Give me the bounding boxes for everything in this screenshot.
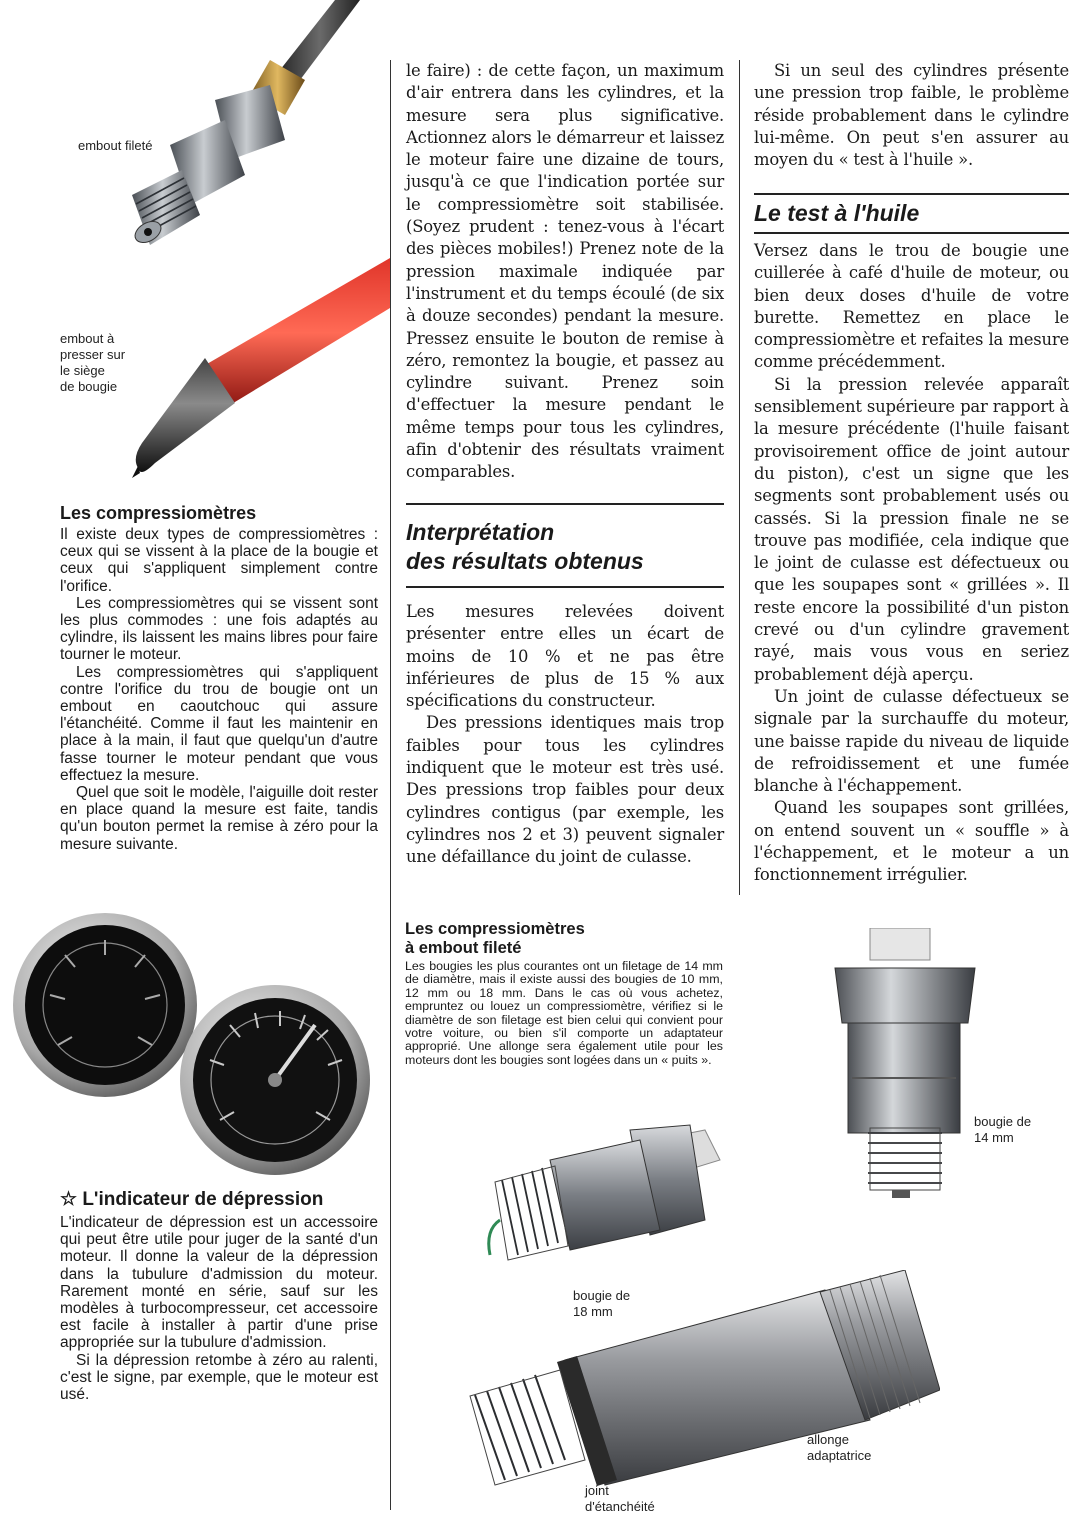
col3-intro: Si un seul des cylindres présente une pression trop faible, le problème réside probablement dans le cylindre lui-même. On peut s'en assurer au moyen du « test à l'huile ». — [754, 61, 1069, 170]
compressiometres-section — [60, 503, 378, 853]
label-allonge: allonge adaptatrice — [807, 1432, 872, 1463]
interp-para-2: Des pressions identiques mais trop faibles pour tous les cylindres indiquent que le moteur est très usé. Des pressions trop faibles pour deux cylindres contigus (par exemple, les cylindres nos 2 et 3) peuvent signaler une défaillance du joint de culasse. — [406, 713, 724, 867]
right-column — [754, 60, 1069, 171]
column-divider-right — [739, 60, 740, 895]
embout-filete-section — [405, 920, 723, 1067]
test-para-2: Si la pression relevée apparaît sensiblement supérieure par rapport à la mesure précédente (l'huile faisant provisoirement office de joint autour du piston), c'est un signe que les segments sont probablement usés ou cassés. Si la pression finale ne se trouve pas modifiée, cela indique que le joint de culasse est défectueux ou que les soupapes sont « grillées ». Il reste encore la possibilité d'un piston crevé ou d'un cylindre gravement rayé, mais vous vous en seriez probablement déjà aperçu. — [754, 374, 1069, 684]
label-bougie-14: bougie de 14 mm — [974, 1114, 1032, 1145]
label-joint: joint d'étanchéité — [585, 1483, 655, 1514]
press-fitting-illustration — [130, 258, 390, 483]
test-rule-bottom — [754, 232, 1069, 234]
middle-column — [406, 60, 724, 484]
label-embout-presser: embout à presser sur le siège de bougie — [60, 331, 126, 394]
compressiometres-title: Les compressiomètres — [60, 503, 257, 523]
embout-filete-text: Les bougies les plus courantes ont un filetage de 14 mm de diamètre, mais il existe aussi des bougies de 10 mm, 12 mm ou 18 mm. Dans le cas où vous achetez, empruntez ou louez un compressiomètre, vérifiez si le diamètre de son filetage est bien celui qui convient pour votre voiture, ou bien s'il comporte un adaptateur approprié. Une allonge sera également utile pour les moteurs dont les bougies sont logées dans un « puits ». — [405, 959, 723, 1067]
threaded-fitting-illustration — [120, 0, 360, 270]
indicateur-para-2: Si la dépression retombe à zéro au ralenti, c'est le signe, par exemple, que le moteur est usé. — [60, 1351, 378, 1404]
test-para-4: Quand les soupapes sont grillées, on entend souvent un « souffle » à l'échappement, et le moteur a un fonctionnement irrégulier. — [754, 798, 1069, 885]
compressiometres-para-2: Les compressiomètres qui se vissent sont les plus commodes : une fois adaptés au cylindre, ils laissent les mains libres pour faire tourner le moteur. — [60, 594, 378, 664]
indicateur-para-1: L'indicateur de dépression est un accessoire qui peut être utile pour juger de la santé d'un moteur. Il donne la valeur de la dépression dans la tubulure d'admission du moteur. Rarement monté en série, sauf sur les modèles à turbocompresseur, cet accessoire est facile à installer à partir d'une prise appropriée sur la tubulure d'admission. — [60, 1214, 378, 1352]
interp-para-1: Les mesures relevées doivent présenter entre elles un écart de moins de 10 % et ne pas être inférieures de plus de 15 % aux spécifications du constructeur. — [406, 602, 724, 711]
spark-plug-14mm-illustration — [830, 928, 980, 1198]
interp-section — [406, 518, 724, 869]
column-divider-left — [390, 60, 391, 1510]
indicateur-heading — [60, 1188, 378, 1211]
interp-rule-bottom — [406, 586, 724, 588]
indicateur-title: L'indicateur de dépression — [82, 1189, 324, 1210]
vacuum-gauges-illustration — [10, 895, 390, 1195]
test-section — [754, 199, 1069, 887]
col2-para-1: le faire) : de cette façon, un maximum d'air entrera dans les cylindres, et la mesure sera plus significative. Actionnez alors le démarreur et laissez le moteur faire une dizaine de tours, jusqu'à ce que l'indication portée sur le compressiomètre soit stabilisée. (Soyez prudent : tenez-vous à l'écart des pièces mobiles!) Prenez note de la pression maximale indiquée par l'instrument et du temps écoulé (de six à douze secondes) pendant la mesure. Pressez ensuite le bouton de remise à zéro, remontez la bougie, et passez au cylindre suivant. Prenez soin d'effectuer la mesure pendant le même temps pour tous les cylindres, afin d'obtenir des résultats vraiment comparables. — [406, 61, 724, 482]
compressiometres-para-1: Il existe deux types de compressiomètres : ceux qui se vissent à la place de la bougie et ceux qui s'appliquent simplement contre l'orifice. — [60, 526, 378, 595]
compressiometres-para-4: Quel que soit le modèle, l'aiguille doit rester en place quand la mesure est faite, tandis qu'un bouton permet la remise à zéro pour la mesure suivante. — [60, 784, 378, 853]
test-title: Le test à l'huile — [754, 200, 920, 226]
label-embout-filete: embout fileté — [78, 138, 153, 153]
indicateur-section — [60, 1188, 378, 1403]
label-bougie-18: bougie de 18 mm — [573, 1288, 631, 1319]
interp-rule — [406, 503, 724, 505]
test-para-1: Versez dans le trou de bougie une cuillerée à café d'huile de moteur, ou bien deux doses d'huile de votre burette. Remettez en place le compressiomètre et refaites la mesure comme précédemment. — [754, 241, 1069, 372]
interp-title: Interprétation des résultats obtenus — [406, 519, 644, 574]
test-rule — [754, 193, 1069, 195]
embout-filete-title: Les compressiomètres à embout fileté — [405, 920, 585, 957]
star-icon: ☆ — [60, 1189, 78, 1210]
compressiometres-para-3: Les compressiomètres qui s'appliquent contre l'orifice du trou de bougie ont un embout en caoutchouc qui assure l'étanchéité. Comme il faut les maintenir en place à la main, il faut que quelqu'un d'autre fasse tourner le moteur pendant que vous effectuez la mesure. — [60, 663, 378, 784]
test-para-3: Un joint de culasse défectueux se signale par la surchauffe du moteur, une baisse rapide du niveau de liquide de refroidissement et une fumée blanche à l'échappement. — [754, 686, 1069, 796]
